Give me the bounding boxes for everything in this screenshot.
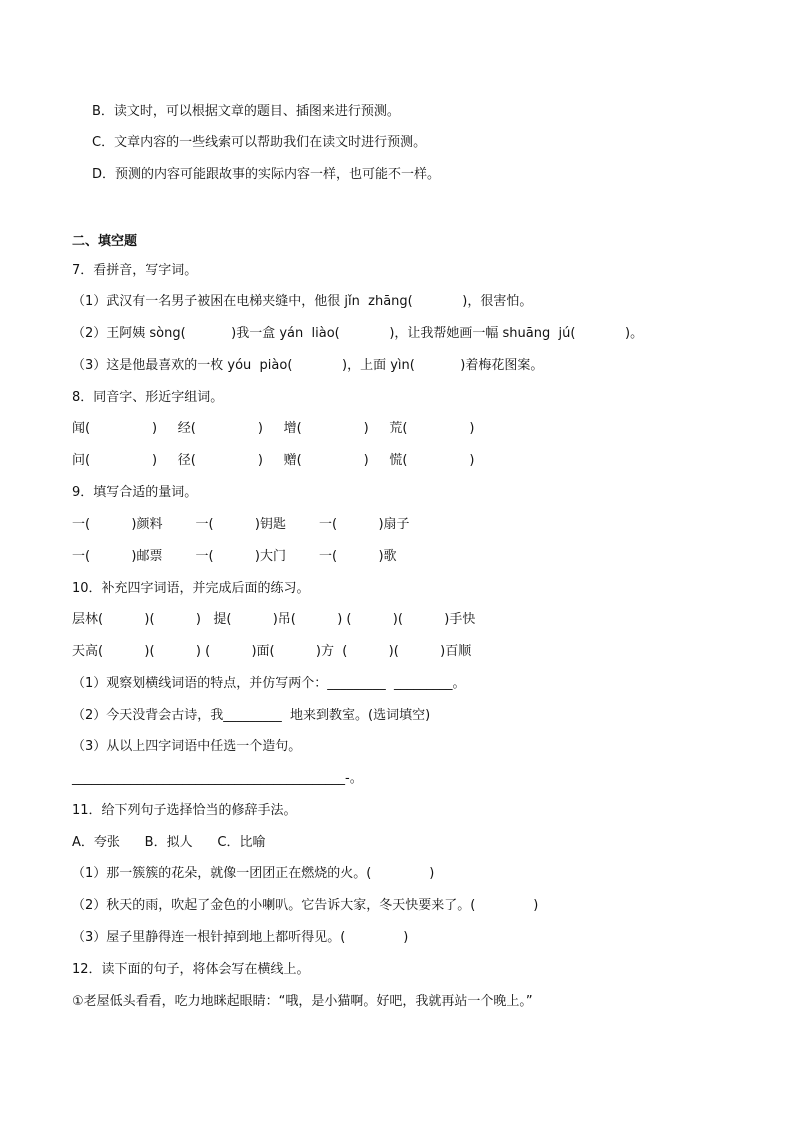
option-d: D．预测的内容可能跟故事的实际内容一样，也可能不一样。: [92, 167, 441, 182]
q10-title: 10．补充四字词语，并完成后面的练习。: [72, 581, 310, 596]
q9-row-2: 一( )邮票 一( )大门 一( )歌: [72, 549, 397, 564]
option-c: C．文章内容的一些线索可以帮助我们在读文时进行预测。: [92, 135, 427, 150]
q11-item-1: （1）那一簇簇的花朵，就像一团团正在燃烧的火。( ): [72, 866, 435, 881]
q9-title: 9．填写合适的量词。: [72, 485, 198, 500]
q8-title: 8．同音字、形近字组词。: [72, 390, 224, 405]
q12-item-1: ①老屋低头看看，吃力地眯起眼睛：“哦，是小猫啊。好吧，我就再站一个晚上。”: [72, 994, 533, 1009]
q11-title: 11．给下列句子选择恰当的修辞手法。: [72, 803, 297, 818]
q10-sub-2: （2）今天没背会古诗，我_________ 地来到教室。(选词填空): [72, 708, 431, 723]
q11-item-2: （2）秋天的雨，吹起了金色的小喇叭。它告诉大家，冬天快要来了。( ): [72, 898, 539, 913]
q10-row-2: 天高( )( ) ( )面( )方 ( )( )百顺: [72, 644, 472, 659]
q7-item-3: （3）这是他最喜欢的一枚 yóu piào( )，上面 yìn( )着梅花图案。: [72, 358, 544, 373]
q7-title: 7．看拼音，写字词。: [72, 263, 198, 278]
q11-choices: A．夸张 B．拟人 C．比喻: [72, 835, 266, 850]
q9-row-1: 一( )颜料 一( )钥匙 一( )扇子: [72, 517, 410, 532]
q12-title: 12．读下面的句子，将体会写在横线上。: [72, 962, 310, 977]
q7-item-2: （2）王阿姨 sòng( )我一盒 yán liào( )，让我帮她画一幅 shuāng jú( )。: [72, 326, 644, 341]
q8-row-1: 闻( ) 经( ) 增( ) 荒( ): [72, 421, 475, 436]
q11-item-3: （3）屋子里静得连一根针掉到地上都听得见。( ): [72, 930, 409, 945]
q10-sub-3: （3）从以上四字词语中任选一个造句。: [72, 739, 302, 754]
q8-row-2: 问( ) 径( ) 赠( ) 慌( ): [72, 453, 475, 468]
q10-sub-1: （1）观察划横线词语的特点，并仿写两个：_________ _________。: [72, 676, 466, 691]
option-b: B．读文时，可以根据文章的题目、插图来进行预测。: [92, 104, 400, 119]
q7-item-1: （1）武汉有一名男子被困在电梯夹缝中，他很 jǐn zhāng( )，很害怕。: [72, 294, 533, 309]
section-title: 二、填空题: [72, 234, 138, 249]
q10-answer-line: __________________________________________-。: [72, 771, 363, 786]
q10-row-1: 层林( )( ) 提( )吊( ) ( )( )手快: [72, 612, 476, 627]
